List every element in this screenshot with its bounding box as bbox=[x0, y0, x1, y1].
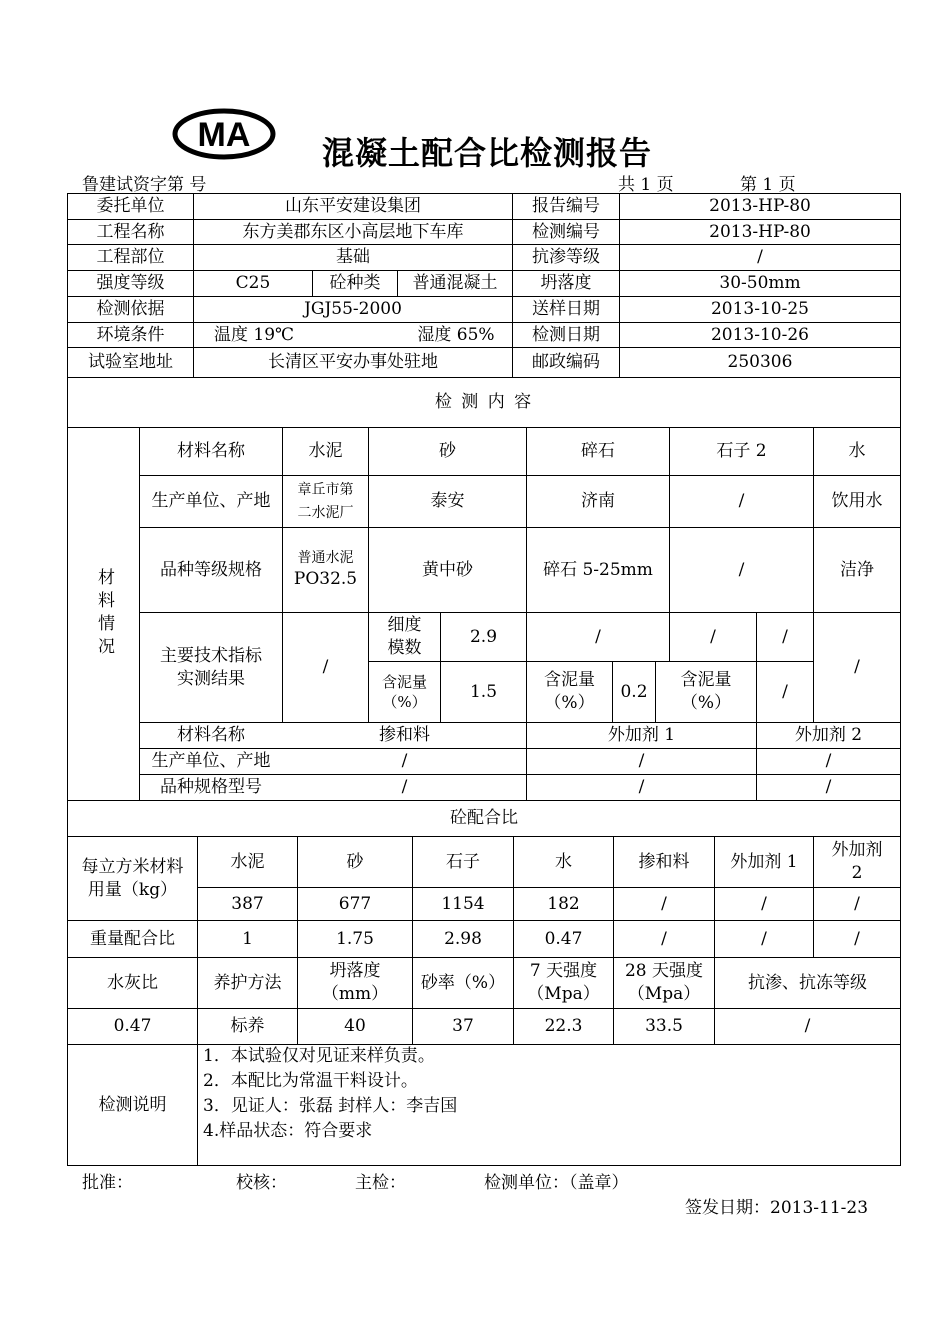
client-value: 山东平安建设集团 bbox=[285, 196, 421, 217]
origin-water: 饮用水 bbox=[831, 491, 883, 512]
origin-label: 生产单位、产地 bbox=[151, 491, 271, 512]
report-no-value: 2013-HP-80 bbox=[709, 196, 811, 217]
test-no-label: 检测编号 bbox=[532, 221, 600, 242]
result-7d: 22.3 bbox=[544, 1016, 583, 1037]
note-line-4: 4.样品状态：符合要求 bbox=[203, 1121, 373, 1141]
mix-col-sand: 砂 bbox=[346, 851, 364, 872]
origin2-additive2: / bbox=[825, 751, 832, 772]
per-m3-additive2: / bbox=[854, 893, 860, 914]
gravel-silt-label: 含泥量（%） bbox=[544, 670, 595, 713]
origin-cement: 章丘市第二水泥厂 bbox=[297, 482, 354, 521]
material-name-label: 材料名称 bbox=[177, 441, 245, 462]
project-label: 工程名称 bbox=[96, 221, 165, 242]
grade-water: 洁净 bbox=[840, 559, 874, 580]
material-name-sand: 砂 bbox=[439, 441, 456, 462]
grade-cement bbox=[283, 528, 368, 612]
strength-value: C25 bbox=[235, 273, 271, 294]
postcode-label: 邮政编码 bbox=[532, 352, 600, 373]
test-date-label: 检测日期 bbox=[532, 324, 600, 345]
ratio-admixture: / bbox=[661, 928, 667, 949]
result-28d: 33.5 bbox=[645, 1016, 683, 1037]
spec2-admixture: / bbox=[401, 777, 408, 798]
mix-col-additive1: 外加剂 1 bbox=[730, 851, 798, 872]
basis-label: 检测依据 bbox=[96, 299, 165, 320]
humidity-value: 湿度 65% bbox=[417, 324, 495, 345]
material-name-cement: 水泥 bbox=[308, 441, 343, 462]
report-title: 混凝土配合比检测报告 bbox=[322, 134, 653, 172]
material-name2-label: 材料名称 bbox=[177, 725, 245, 746]
tech-label: 主要技术指标实测结果 bbox=[160, 645, 262, 689]
ratio-additive1: / bbox=[761, 928, 767, 949]
additive1-label: 外加剂 1 bbox=[607, 725, 676, 746]
ratio-label: 重量配合比 bbox=[90, 928, 175, 949]
review-label: 校核： bbox=[236, 1173, 287, 1193]
sand-silt-value: 1.5 bbox=[469, 681, 498, 702]
cert-number: 鲁建试资字第 号 bbox=[82, 175, 207, 195]
client-label: 委托单位 bbox=[96, 196, 165, 217]
material-name-gravel: 碎石 bbox=[581, 441, 615, 462]
note-line-3: 3．见证人：张磊 封样人：李吉国 bbox=[203, 1096, 458, 1116]
mix-col-cement: 水泥 bbox=[230, 851, 265, 872]
page-number: 第 1 页 bbox=[740, 175, 796, 195]
grade-cement-type: 普通水泥 bbox=[297, 550, 354, 567]
result-h-7d: 7 天强度（Mpa） bbox=[527, 961, 600, 1004]
mix-col-stone: 石子 bbox=[446, 851, 480, 872]
tech-slash-3: / bbox=[782, 626, 788, 647]
test-unit-label: 检测单位：（盖章） bbox=[484, 1173, 629, 1193]
ratio-sand: 1.75 bbox=[336, 928, 374, 949]
grade-gravel: 碎石 5-25mm bbox=[543, 559, 653, 580]
per-m3-cement: 387 bbox=[231, 893, 264, 914]
lab-address-label: 试验室地址 bbox=[88, 352, 173, 373]
result-grade: / bbox=[804, 1016, 811, 1037]
note-line-2: 2．本配比为常温干料设计。 bbox=[203, 1071, 418, 1091]
grade-stone2: / bbox=[738, 559, 745, 580]
test-no-value: 2013-HP-80 bbox=[709, 221, 811, 242]
mix-col-admixture: 掺和料 bbox=[638, 851, 690, 872]
fineness-label: 细度模数 bbox=[387, 615, 422, 658]
per-m3-stone: 1154 bbox=[441, 893, 485, 914]
origin2-label: 生产单位、产地 bbox=[151, 751, 271, 772]
strength-label: 强度等级 bbox=[96, 273, 165, 294]
spec2-additive1: / bbox=[638, 777, 645, 798]
cma-seal-text: MA bbox=[197, 116, 251, 154]
result-sand-rate: 37 bbox=[452, 1016, 474, 1037]
issue-date: 签发日期：2013-11-23 bbox=[685, 1198, 869, 1218]
ratio-stone: 2.98 bbox=[444, 928, 482, 949]
per-m3-additive1: / bbox=[761, 893, 767, 914]
slump-value: 30-50mm bbox=[719, 273, 801, 294]
tech-slash-1: / bbox=[595, 626, 601, 647]
fineness-value: 2.9 bbox=[469, 626, 498, 647]
part-value: 基础 bbox=[336, 247, 370, 268]
per-m3-label: 每立方米材料用量（kg） bbox=[81, 856, 184, 900]
origin-sand: 泰安 bbox=[430, 491, 465, 512]
content-title: 检 测 内 容 bbox=[434, 392, 534, 413]
note-line-1: 1．本试验仅对见证来样负责。 bbox=[203, 1046, 435, 1066]
per-m3-admixture: / bbox=[661, 893, 667, 914]
result-h-grade: 抗渗、抗冻等级 bbox=[748, 972, 867, 993]
per-m3-water: 182 bbox=[547, 893, 580, 914]
spec2-additive2: / bbox=[825, 777, 832, 798]
result-curing: 标养 bbox=[230, 1016, 265, 1037]
mix-col-water: 水 bbox=[555, 851, 572, 872]
mix-title: 砼配合比 bbox=[450, 808, 518, 829]
sand-silt-label: 含泥量（%） bbox=[381, 672, 427, 711]
notes-list bbox=[203, 1044, 457, 1144]
part-label: 工程部位 bbox=[96, 247, 165, 268]
project-value: 东方美郡东区小高层地下车库 bbox=[242, 221, 464, 242]
ratio-additive2: / bbox=[854, 928, 860, 949]
origin2-additive1: / bbox=[638, 751, 645, 772]
grade-sand: 黄中砂 bbox=[422, 559, 473, 580]
postcode-value: 250306 bbox=[727, 352, 793, 373]
concrete-type-label: 砼种类 bbox=[329, 273, 381, 294]
notes-label: 检测说明 bbox=[98, 1094, 167, 1115]
additive2-label: 外加剂 2 bbox=[794, 725, 863, 746]
test-date-value: 2013-10-26 bbox=[710, 324, 809, 345]
materials-side-label: 材料情况 bbox=[93, 568, 114, 660]
tech-cement: / bbox=[322, 657, 329, 678]
material-name-water: 水 bbox=[848, 441, 866, 462]
ratio-cement: 1 bbox=[242, 928, 253, 949]
result-h-28d: 28 天强度（Mpa） bbox=[624, 961, 704, 1004]
mix-col-additive2: 外加剂 2 bbox=[831, 840, 883, 883]
report-no-label: 报告编号 bbox=[532, 196, 600, 217]
slump-label: 坍落度 bbox=[540, 273, 592, 294]
result-h-sand-rate: 砂率（%） bbox=[420, 972, 506, 993]
env-label: 环境条件 bbox=[96, 324, 165, 345]
tech-water: / bbox=[854, 657, 860, 678]
ratio-water: 0.47 bbox=[544, 928, 583, 949]
grade-label: 品种等级规格 bbox=[160, 559, 262, 580]
per-m3-sand: 677 bbox=[338, 893, 372, 914]
total-pages: 共 1 页 bbox=[618, 175, 674, 195]
sent-date-label: 送样日期 bbox=[532, 299, 600, 320]
origin-gravel: 济南 bbox=[581, 491, 615, 512]
concrete-type-value: 普通混凝土 bbox=[412, 273, 498, 294]
impermeability-value: / bbox=[757, 247, 763, 268]
lab-address-value: 长清区平安办事处驻地 bbox=[268, 352, 438, 373]
origin2-admixture: / bbox=[401, 751, 408, 772]
gravel-silt-value: 0.2 bbox=[620, 681, 648, 702]
impermeability-label: 抗渗等级 bbox=[532, 247, 600, 268]
grade-cement-value: PO32.5 bbox=[293, 568, 358, 589]
result-h-wc-ratio: 水灰比 bbox=[107, 972, 158, 993]
result-h-slump: 坍落度（mm） bbox=[321, 961, 389, 1004]
basis-value: JGJ55-2000 bbox=[304, 299, 402, 320]
origin-stone2: / bbox=[738, 491, 745, 512]
result-wc-ratio: 0.47 bbox=[113, 1016, 152, 1037]
tech-slash-2: / bbox=[710, 626, 716, 647]
result-slump: 40 bbox=[344, 1016, 366, 1037]
temperature-value: 温度 19℃ bbox=[213, 324, 295, 345]
material-name-stone2: 石子 2 bbox=[716, 441, 767, 462]
result-h-curing: 养护方法 bbox=[213, 972, 282, 993]
admixture-label: 掺和料 bbox=[379, 725, 430, 746]
stone2-silt-value: / bbox=[782, 681, 788, 702]
inspect-label: 主检： bbox=[355, 1173, 406, 1193]
stone2-silt-label: 含泥量（%） bbox=[680, 670, 732, 713]
spec2-label: 品种规格型号 bbox=[160, 777, 262, 798]
sent-date-value: 2013-10-25 bbox=[710, 299, 809, 320]
approve-label: 批准： bbox=[82, 1173, 133, 1193]
